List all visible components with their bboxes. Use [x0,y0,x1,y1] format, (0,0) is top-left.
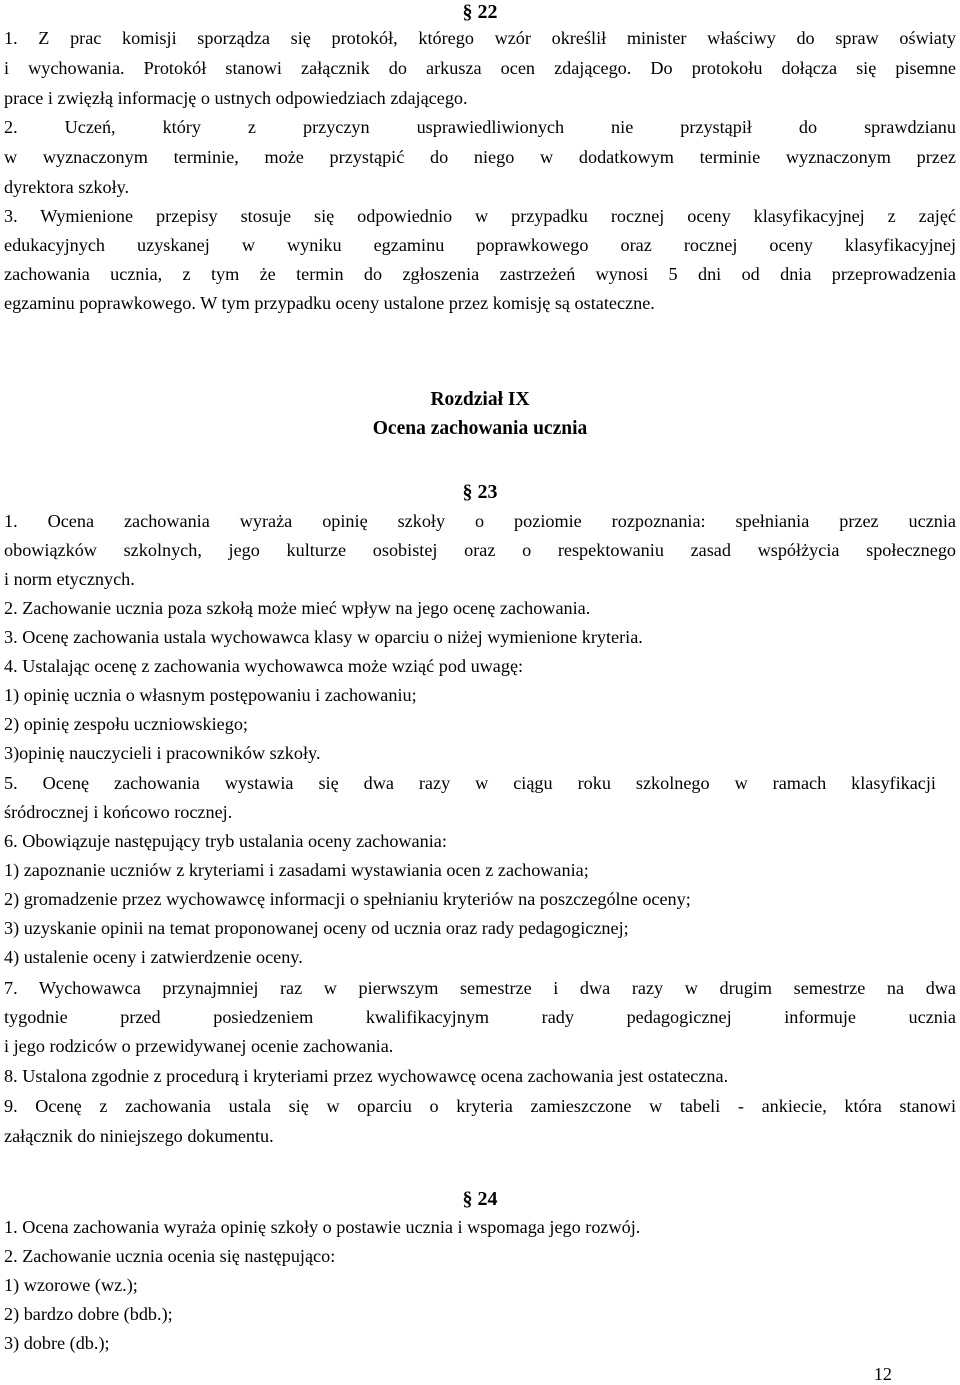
text-line: 2) bardzo dobre (bdb.); [4,1304,173,1324]
text-line: 1) zapoznanie uczniów z kryteriami i zasadami wystawiania ocen z zachowania; [4,860,589,880]
text-line: 2) gromadzenie przez wychowawcę informacji o spełnianiu kryteriów na poszczególne oceny; [4,889,691,909]
text-line: 3) uzyskanie opinii na temat proponowanej oceny od ucznia oraz rady pedagogicznej; [4,918,629,938]
text-line: 1. Ocena zachowania wyraża opinię szkoły o poziomie rozpoznania: spełniania przez ucznia [4,511,956,531]
chapter-title: Ocena zachowania ucznia [372,418,588,439]
section-heading-24: § 24 [462,1188,498,1210]
text-line: edukacyjnych uzyskanej w wyniku egzaminu poprawkowego oraz rocznej oceny klasyfikacyjnej [4,235,956,255]
text-line: 3. Ocenę zachowania ustala wychowawca klasy w oparciu o niżej wymienione kryteria. [4,627,643,647]
text-line: 4) ustalenie oceny i zatwierdzenie oceny. [4,947,303,967]
section-heading-23: § 23 [462,481,498,503]
text-line: 8. Ustalona zgodnie z procedurą i kryteriami przez wychowawcę ocena zachowania jest ostateczna. [4,1066,729,1086]
text-line: 2) opinię zespołu uczniowskiego; [4,714,248,734]
text-line: w wyznaczonym terminie, może przystąpić do niego w dodatkowym terminie wyznaczonym przez [4,147,956,167]
section-heading-22: § 22 [462,1,498,23]
text-line: 2. Zachowanie ucznia ocenia się następująco: [4,1246,336,1266]
text-line: 3) dobre (db.); [4,1333,110,1353]
text-line: 6. Obowiązuje następujący tryb ustalania oceny zachowania: [4,831,447,851]
text-line: 1) wzorowe (wz.); [4,1275,138,1295]
text-line: i jego rodziców o przewidywanej ocenie zachowania. [4,1036,394,1056]
chapter-heading: Rozdział IX [430,389,530,410]
text-line: 3. Wymienione przepisy stosuje się odpowiednio w przypadku rocznej oceny klasyfikacyjnej z zajęć [4,206,956,226]
text-line: egzaminu poprawkowego. W tym przypadku oceny ustalone przez komisję są ostateczne. [4,293,655,313]
text-line: dyrektora szkoły. [4,177,130,197]
text-line: obowiązków szkolnych, jego kulturze osobistej oraz o respektowaniu zasad współżycia społecznego [4,540,956,560]
text-line: 2. Zachowanie ucznia poza szkołą może mieć wpływ na jego ocenę zachowania. [4,598,591,618]
text-line: 5. Ocenę zachowania wystawia się dwa razy w ciągu roku szkolnego w ramach klasyfikacji [4,773,936,793]
text-line: tygodnie przed posiedzeniem kwalifikacyjnym rady pedagogicznej informuje ucznia [4,1007,956,1027]
text-line: i norm etycznych. [4,569,135,589]
text-line: 1) opinię ucznia o własnym postępowaniu i zachowaniu; [4,685,417,705]
text-line: 7. Wychowawca przynajmniej raz w pierwszym semestrze i dwa razy w drugim semestrze na dwa [4,978,956,998]
text-line: 4. Ustalając ocenę z zachowania wychowawca może wziąć pod uwagę: [4,656,524,676]
text-line: 3)opinię nauczycieli i pracowników szkoły. [4,743,321,763]
text-line: prace i zwięzłą informację o ustnych odpowiedziach zdającego. [4,88,468,108]
page-number: 12 [873,1364,892,1384]
text-line: załącznik do niniejszego dokumentu. [4,1126,274,1146]
text-line: 9. Ocenę z zachowania ustala się w oparciu o kryteria zamieszczone w tabeli - ankiecie, która stanowi [4,1096,956,1116]
text-line: 1. Ocena zachowania wyraża opinię szkoły o postawie ucznia i wspomaga jego rozwój. [4,1217,641,1237]
text-line: 1. Z prac komisji sporządza się protokół, którego wzór określił minister właściwy do spraw oświaty [4,28,956,48]
text-line: śródrocznej i końcowo rocznej. [4,802,233,822]
text-line: zachowania ucznia, z tym że termin do zgłoszenia zastrzeżeń wynosi 5 dni od dnia przeprowadzenia [4,264,956,284]
text-line: 2. Uczeń, który z przyczyn usprawiedliwionych nie przystąpił do sprawdzianu [4,117,956,137]
text-line: i wychowania. Protokół stanowi załącznik do arkusza ocen zdającego. Do protokołu dołącza się pisemne [4,58,956,78]
